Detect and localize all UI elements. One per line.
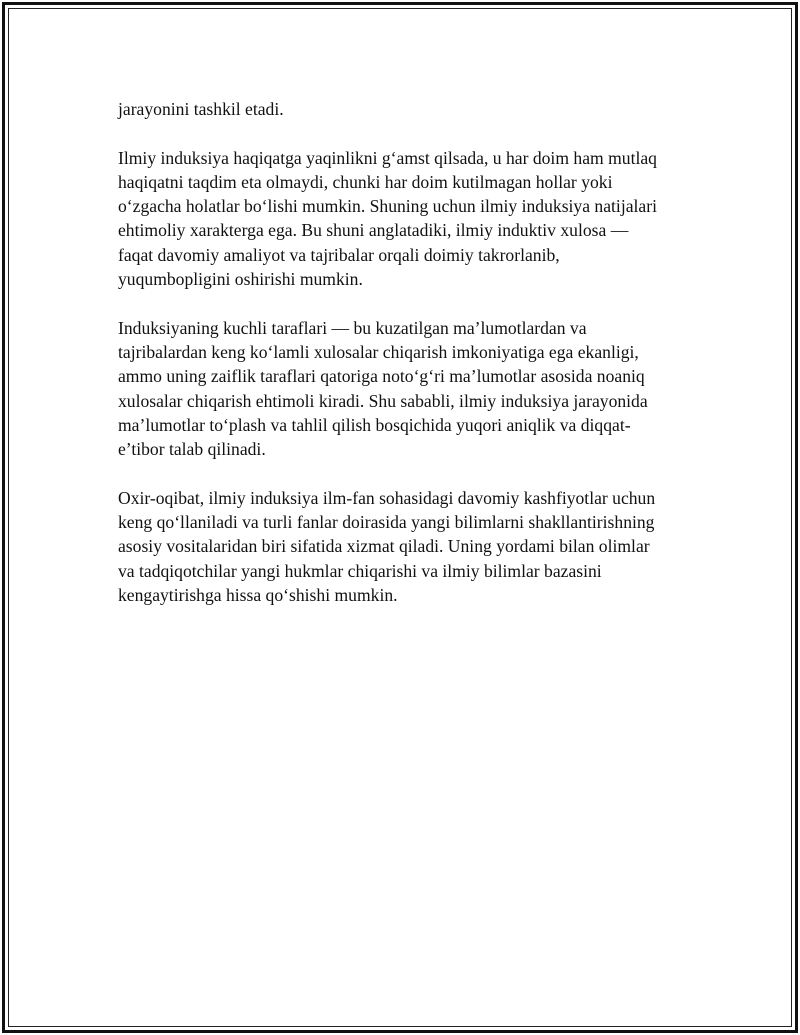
paragraph-1: jarayonini tashkil etadi. — [118, 99, 284, 119]
paragraph-4: Oxir-oqibat, ilmiy induksiya ilm-fan sohasidagi davomiy kashfiyotlar uchun keng qo‘llaniladi va turli fanlar doirasida yangi bilimlarni shakllantirishning asosiy vositalaridan biri sifatida xizmat qiladi. Uning yordami bilan olimlar va tadqiqotchilar yangi hukmlar chiqarishi va ilmiy bilimlar bazasini kengaytirishga hissa qo‘shishi mumkin. — [118, 487, 656, 605]
paragraph-2: Ilmiy induksiya haqiqatga yaqinlikni g‘amst qilsada, u har doim ham mutlaq haqiqatni taqdim eta olmaydi, chunki har doim kutilmagan hollar yoki o‘zgacha holatlar bo‘lishi mumkin. Shuning uchun ilmiy induksiya natijalari ehtimoliy xarakterga ega. Bu shuni anglatadiki, ilmiy induktiv xulosa — faqat davomiy amaliyot va tajribalar orqali doimiy takrorlanib, yuqumbopligini oshirishi mumkin. — [118, 147, 657, 290]
document-body — [118, 97, 688, 632]
paragraph-3: Induksiyaning kuchli taraflari — bu kuzatilgan ma’lumotlardan va tajribalardan keng ko‘lamli xulosalar chiqarish imkoniyatiga ega ekanligi, ammo uning zaiflik taraflari qatoriga noto‘g‘ri ma’lumotlar asosida noaniq xulosalar chiqarish ehtimoli kiradi. Shu sababli, ilmiy induksiya jarayonida ma’lumotlar to‘plash va tahlil qilish bosqichida yuqori aniqlik va diqqat- e’tibor talab qilinadi. — [118, 317, 648, 460]
page-frame — [2, 2, 798, 1033]
